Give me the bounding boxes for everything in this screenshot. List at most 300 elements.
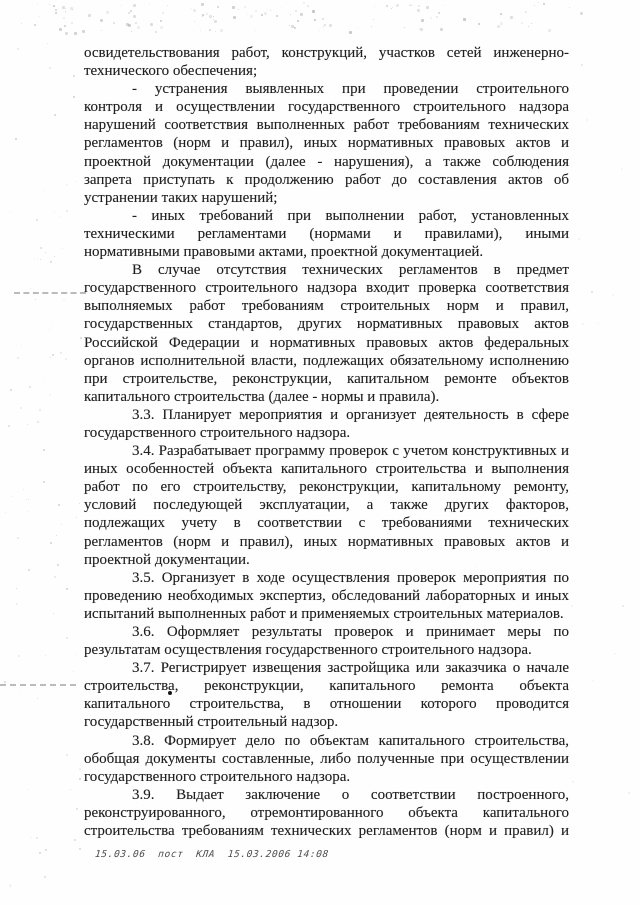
noise-speck [54, 211, 55, 212]
text-line: запрета приступать к продолжению работ до составления актов об [84, 171, 569, 188]
noise-speck [162, 12, 164, 14]
noise-speck [80, 337, 82, 339]
text-line: капитального строительства, в отношении которого проводится [84, 696, 569, 713]
noise-speck [17, 48, 19, 50]
noise-speck [572, 781, 574, 783]
noise-speck [50, 542, 52, 544]
noise-speck [478, 23, 480, 25]
noise-speck [62, 248, 63, 249]
noise-speck [247, 14, 248, 15]
text-line: - иных требований при выполнении работ, установленных [132, 207, 569, 224]
noise-speck [113, 22, 115, 24]
fax-timestamp: 15.03.06 пост КЛА 15.03.2006 14:08 [94, 849, 330, 860]
noise-speck [137, 26, 140, 29]
noise-speck [155, 31, 157, 33]
noise-speck [291, 25, 294, 28]
noise-speck [213, 16, 214, 17]
paragraph [84, 80, 569, 207]
text-line: технического обеспечения; [84, 63, 258, 80]
noise-speck [396, 4, 399, 7]
noise-speck [571, 605, 573, 607]
noise-speck [497, 25, 500, 28]
noise-speck [45, 655, 46, 656]
noise-speck [307, 5, 309, 7]
noise-speck [54, 576, 56, 578]
noise-speck [300, 13, 303, 16]
text-line: государственного строительного надзора входит проверка соответствия [84, 280, 569, 297]
text-line: нарушений соответствия выполненных работ требованиям технических [84, 117, 569, 134]
noise-speck [66, 184, 68, 186]
noise-speck [45, 252, 46, 253]
noise-speck [438, 12, 440, 14]
noise-speck [281, 7, 282, 8]
noise-speck [404, 27, 405, 28]
noise-speck [17, 318, 18, 319]
noise-speck [82, 30, 85, 33]
text-line: подлежащих учету в соответствии с требованиями технических [84, 515, 569, 532]
noise-speck [191, 8, 192, 9]
noise-speck [621, 168, 623, 170]
noise-speck [73, 671, 74, 672]
text-line: реконструированного, отремонтированного объекта капитального [84, 804, 569, 821]
noise-speck [54, 256, 55, 257]
noise-speck [255, 30, 256, 31]
noise-speck [33, 857, 34, 858]
noise-speck [578, 238, 580, 240]
noise-speck [55, 9, 57, 11]
noise-speck [220, 29, 223, 32]
noise-speck [314, 20, 315, 21]
paragraph [84, 261, 569, 406]
noise-speck [592, 680, 593, 681]
noise-speck [61, 524, 62, 525]
noise-speck [70, 7, 73, 10]
noise-speck [58, 9, 59, 10]
noise-speck [45, 849, 47, 851]
noise-speck [21, 23, 22, 24]
noise-speck [9, 884, 11, 886]
noise-speck [20, 693, 21, 694]
noise-speck [290, 14, 291, 15]
noise-speck [133, 15, 136, 18]
scan-artifact-dashes-top [14, 292, 86, 294]
noise-speck [28, 569, 30, 571]
noise-speck [214, 20, 217, 23]
noise-speck [160, 20, 162, 22]
noise-speck [194, 21, 195, 22]
noise-speck [66, 115, 67, 116]
noise-speck [289, 25, 290, 26]
noise-speck [543, 3, 545, 5]
noise-speck [37, 698, 38, 699]
noise-speck [79, 778, 81, 780]
noise-speck [392, 7, 393, 8]
noise-speck [426, 6, 429, 9]
text-line: выполняемых работ требованиям строительных норм и правил, [84, 298, 569, 315]
noise-speck [314, 19, 316, 21]
text-line: капитального строительства (далее - нормы и правила). [84, 388, 440, 405]
noise-speck [49, 329, 50, 330]
text-line: государственного строительного надзора. [84, 424, 351, 441]
noise-speck [622, 605, 624, 607]
noise-speck [133, 4, 136, 7]
noise-speck [319, 30, 320, 31]
noise-speck [128, 12, 130, 14]
noise-speck [58, 504, 60, 506]
noise-speck [88, 14, 91, 17]
noise-speck [386, 5, 388, 7]
paragraph [84, 44, 569, 80]
noise-speck [267, 9, 268, 10]
noise-speck [4, 681, 6, 683]
text-line: освидетельствования работ, конструкций, участков сетей инженерно- [84, 45, 569, 61]
noise-speck [193, 9, 196, 12]
noise-speck [202, 14, 204, 16]
noise-speck [17, 357, 19, 359]
noise-speck [418, 5, 420, 7]
noise-speck [79, 768, 81, 770]
noise-speck [580, 12, 583, 15]
noise-speck [612, 294, 614, 296]
text-line: строительства требованиям технических регламентов (норм и правил) и [84, 823, 569, 840]
noise-speck [614, 653, 616, 655]
noise-speck [255, 10, 257, 12]
text-line: 3.4. Разрабатывает программу проверок с учетом конструктивных и [132, 443, 569, 460]
noise-speck [149, 4, 150, 5]
noise-speck [72, 9, 73, 10]
noise-speck [53, 5, 55, 7]
paragraph [84, 569, 569, 623]
noise-speck [73, 75, 75, 77]
noise-speck [74, 839, 76, 841]
noise-speck [44, 379, 45, 380]
text-line: регламентов (норм и правил), иных нормативных правовых актов и [84, 533, 569, 550]
noise-speck [261, 14, 263, 16]
noise-speck [371, 26, 372, 27]
noise-speck [37, 421, 39, 423]
text-line: работ по его строительству, реконструкции, капитальному ремонту, [84, 479, 569, 496]
noise-speck [160, 26, 163, 29]
noise-speck [128, 24, 131, 27]
noise-speck [294, 27, 295, 28]
noise-speck [50, 357, 51, 358]
noise-speck [35, 299, 36, 300]
text-line: при строительстве, реконструкции, капитальном ремонте объектов [84, 370, 569, 387]
noise-speck [21, 345, 22, 346]
noise-speck [70, 789, 71, 790]
noise-speck [525, 12, 526, 13]
noise-speck [409, 5, 410, 6]
noise-speck [126, 23, 129, 26]
noise-speck [60, 216, 61, 217]
text-line: Российской Федерации и нормативных правовых актов федеральных [84, 334, 569, 351]
noise-speck [60, 352, 62, 354]
noise-speck [201, 3, 204, 6]
noise-speck [548, 29, 551, 32]
noise-speck [18, 655, 20, 657]
noise-speck [238, 9, 239, 10]
noise-speck [71, 22, 73, 24]
noise-speck [76, 808, 78, 810]
noise-speck [233, 16, 236, 19]
text-line: - устранения выявленных при проведении строительного [132, 81, 569, 98]
noise-speck [586, 119, 588, 121]
noise-speck [54, 114, 56, 116]
noise-speck [100, 19, 103, 22]
noise-speck [358, 28, 359, 29]
noise-speck [297, 20, 299, 22]
text-line: 3.5. Организует в ходе осуществления проверок мероприятия по [132, 569, 569, 586]
noise-speck [329, 24, 332, 27]
noise-speck [44, 190, 45, 191]
text-line: иных особенностей объекта капитального строительства и выполнения [84, 461, 569, 478]
noise-speck [209, 29, 211, 31]
paragraph [84, 659, 569, 731]
text-line: контроля и осуществлении государственного строительного надзора [84, 99, 569, 116]
noise-speck [66, 210, 68, 212]
noise-speck [79, 848, 81, 850]
noise-speck [410, 4, 412, 6]
noise-speck [200, 30, 201, 31]
noise-speck [50, 261, 52, 263]
noise-speck [531, 23, 532, 24]
noise-speck [582, 323, 584, 325]
paragraph [84, 623, 569, 659]
noise-speck [417, 9, 420, 12]
noise-speck [66, 637, 68, 639]
noise-speck [120, 5, 121, 6]
noise-speck [62, 6, 65, 9]
noise-speck [209, 15, 212, 18]
noise-speck [59, 28, 62, 31]
noise-speck [303, 2, 305, 4]
noise-speck [528, 26, 529, 27]
noise-speck [16, 603, 18, 605]
text-line: 3.7. Регистрирует извещения застройщика или заказчика о начале [132, 660, 569, 677]
noise-speck [49, 4, 50, 5]
noise-speck [57, 564, 59, 566]
noise-speck [16, 588, 17, 589]
noise-speck [202, 16, 203, 17]
noise-speck [430, 17, 432, 19]
noise-speck [34, 24, 36, 26]
paragraph [84, 786, 569, 840]
noise-speck [66, 588, 68, 590]
noise-speck [17, 537, 19, 539]
noise-speck [43, 449, 45, 451]
noise-speck [374, 6, 375, 7]
noise-speck [44, 876, 46, 878]
text-line: условий последующей эксплуатации, а также других факторов, [84, 497, 569, 514]
noise-speck [534, 5, 535, 6]
noise-speck [5, 512, 6, 513]
noise-speck [55, 12, 57, 14]
noise-speck [65, 358, 67, 360]
noise-speck [78, 610, 79, 611]
text-line: проведению необходимых экспертиз, обследований лабораторных и иных [84, 587, 569, 604]
noise-speck [75, 181, 76, 182]
noise-speck [29, 386, 31, 388]
noise-speck [598, 323, 599, 324]
noise-speck [64, 25, 66, 27]
noise-speck [65, 11, 66, 12]
noise-speck [525, 11, 527, 13]
paragraph [84, 442, 569, 569]
noise-speck [10, 389, 12, 391]
noise-speck [37, 3, 38, 4]
text-line: государственный строительный надзор. [84, 714, 339, 731]
text-line: В случае отсутствия технических регламентов в предмет [132, 262, 569, 279]
noise-speck [500, 13, 502, 15]
noise-speck [43, 481, 45, 483]
noise-speck [31, 837, 32, 838]
noise-speck [244, 6, 246, 8]
noise-speck [74, 32, 77, 35]
noise-speck [213, 19, 214, 20]
noise-speck [49, 67, 51, 69]
paragraph [84, 207, 569, 261]
noise-speck [34, 259, 35, 260]
noise-speck [167, 5, 168, 6]
noise-speck [39, 409, 41, 411]
noise-speck [440, 28, 443, 31]
noise-speck [73, 96, 75, 98]
noise-speck [349, 31, 352, 34]
noise-speck [295, 10, 297, 12]
noise-speck [276, 15, 278, 17]
text-line: проектной документации (далее - нарушения), а также соблюдения [84, 153, 569, 170]
noise-speck [581, 64, 583, 66]
noise-speck [27, 424, 28, 425]
text-line: нормативными правовыми актами, проектной документацией. [84, 244, 484, 261]
noise-speck [391, 8, 392, 9]
noise-speck [150, 23, 153, 26]
text-line: обобщая документы составленные, либо полученные при осуществлении [84, 750, 569, 767]
noise-speck [39, 852, 41, 854]
text-line: испытаний выполненных работ и применяемых строительных материалов. [84, 605, 564, 622]
text-line: регламентов (норм и правил), иных нормативных правовых актов и [84, 135, 569, 152]
noise-speck [36, 219, 38, 221]
noise-speck [63, 17, 65, 19]
scan-artifact-dashes-bottom [0, 684, 76, 686]
noise-speck [65, 8, 66, 9]
text-line: органов исполнительной власти, подлежащих обязательному исполнению [84, 352, 569, 369]
noise-speck [322, 18, 324, 20]
noise-speck [106, 11, 109, 14]
noise-speck [294, 27, 296, 29]
noise-speck [270, 10, 271, 11]
noise-speck [463, 18, 466, 21]
noise-speck [36, 837, 38, 839]
noise-speck [56, 535, 57, 536]
text-line: техническими регламентами (нормами и правилами), иными [84, 225, 569, 242]
noise-speck [79, 503, 80, 504]
noise-speck [538, 2, 539, 3]
text-line: 3.9. Выдает заключение о соответствии построенного, [132, 786, 569, 803]
noise-speck [15, 138, 17, 140]
noise-speck [76, 517, 77, 518]
noise-speck [11, 496, 12, 497]
noise-speck [135, 22, 137, 24]
text-line: проектной документации. [84, 551, 250, 568]
noise-speck [52, 354, 54, 356]
noise-speck [53, 613, 54, 614]
noise-speck [40, 247, 42, 249]
noise-speck [28, 499, 29, 500]
noise-speck [131, 31, 132, 32]
noise-speck [232, 6, 235, 9]
noise-speck [206, 13, 208, 15]
text-line: результатам осуществления государственного строительного надзора. [84, 642, 532, 659]
text-line: 3.3. Планирует мероприятия и организует деятельность в сфере [132, 406, 569, 423]
noise-speck [628, 792, 630, 794]
noise-speck [49, 394, 51, 396]
noise-speck [63, 299, 65, 301]
noise-speck [419, 28, 421, 30]
noise-speck [215, 31, 216, 32]
noise-speck [9, 212, 10, 213]
noise-speck [8, 425, 10, 427]
noise-speck [47, 43, 48, 44]
text-line: строительства, реконструкции, капитального ремонта объекта [84, 678, 569, 695]
noise-speck [217, 6, 219, 8]
noise-speck [39, 16, 40, 17]
noise-speck [510, 16, 513, 19]
noise-speck [198, 24, 199, 25]
noise-speck [23, 489, 24, 490]
noise-speck [78, 101, 79, 102]
noise-speck [436, 16, 438, 18]
noise-speck [569, 7, 570, 8]
noise-speck [27, 511, 28, 512]
noise-speck [101, 30, 102, 31]
noise-speck [312, 10, 315, 13]
text-line: государственных стандартов, других нормативных правовых актов [84, 316, 569, 333]
noise-speck [521, 22, 523, 24]
noise-speck [250, 15, 253, 18]
paragraph [84, 406, 569, 442]
noise-speck [26, 499, 27, 500]
noise-speck [420, 28, 423, 31]
noise-speck [591, 291, 593, 293]
noise-speck [40, 259, 41, 260]
noise-speck [65, 32, 68, 35]
noise-speck [20, 407, 22, 409]
noise-speck [51, 326, 52, 327]
text-line: 3.8. Формирует дело по объектам капитального строительства, [132, 732, 569, 749]
text-line: устранении таких нарушений; [84, 189, 278, 206]
noise-speck [323, 26, 324, 27]
noise-speck [30, 288, 31, 289]
noise-speck [21, 856, 22, 857]
paragraph [84, 732, 569, 786]
document-text [84, 44, 569, 840]
text-line: государственного строительного надзора. [84, 768, 351, 785]
noise-speck [421, 19, 424, 22]
noise-speck [324, 24, 326, 26]
noise-speck [264, 12, 267, 15]
noise-speck [27, 789, 28, 790]
text-line: 3.6. Оформляет результаты проверок и принимает меры по [132, 624, 569, 640]
noise-speck [37, 258, 38, 259]
noise-speck [500, 22, 503, 25]
noise-speck [373, 19, 374, 20]
noise-speck [130, 10, 132, 12]
noise-speck [66, 754, 68, 756]
noise-speck [443, 5, 444, 6]
noise-speck [76, 654, 77, 655]
noise-speck [10, 886, 11, 887]
